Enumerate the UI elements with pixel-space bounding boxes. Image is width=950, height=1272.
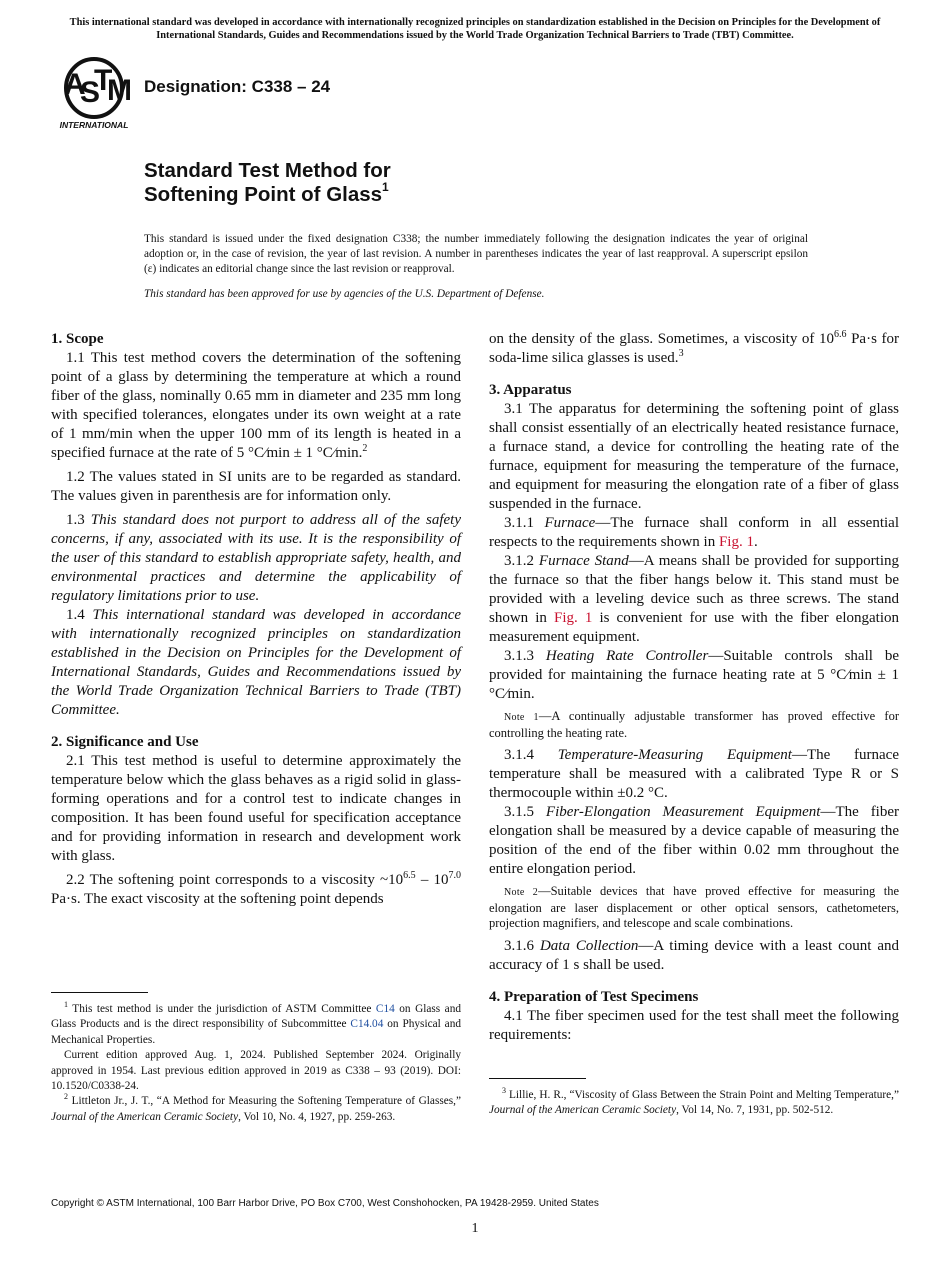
para-1-2: 1.2 The values stated in SI units are to be regarded as standard. The values given in parenthesis are for information only. [51,469,461,504]
copyright: Copyright © ASTM International, 100 Barr Harbor Drive, PO Box C700, West Conshohocken, PA 19428-2959. United States [51,1198,599,1209]
page-title: Standard Test Method for Softening Point of Glass$^1$ [144,159,391,206]
standard-notice [144,232,808,302]
para-4-1: 4.1 The fiber specimen used for the test shall meet the following requirements: [489,1007,899,1043]
para-3-1-4: 3.1.4 Temperature-Measuring Equipment—The furnace temperature shall be measured with a calibrated Type R or S thermocouple within ±0.2 °C. [489,747,899,802]
section-heading-preparation: 4. Preparation of Test Specimens [489,988,699,1005]
footnotes-left [51,992,461,1125]
para-3-1: 3.1 The apparatus for determining the softening point of glass shall consist essentially of an electrically heated resistance furnace, a furnace stand, a device for controlling the heating rate of the furnace, equipment for measuring the temperature of the furnace, and equipment for measuring the elongation rate of a fiber of glass suspended in the furnace. [489,401,899,512]
note-1: Note 1—A continually adjustable transformer has proved effective for controlling the heating rate. [489,709,899,740]
para-3-1-1: 3.1.1 Furnace—The furnace shall conform in all essential respects to the requirements shown in Fig. 1. [489,515,900,550]
para-1-3: 1.3 This standard does not purport to address all of the safety concerns, if any, associated with its use. It is the responsibility of the user of this standard to establish appropriate safety, health, and environmental practices and determine the applicability of regulatory limitations prior to use. [51,512,461,604]
dod-approval: This standard has been approved for use by agencies of the U.S. Department of Defense. [144,288,545,300]
logo-wordmark: INTERNATIONAL [59,120,129,130]
tbt-banner: This international standard was developed in accordance with internationally recognized principles on standardization established in the Decision on Principles for the Development of International Standards, Guides and Recommendations issued by the World Trade Organization Technical Barriers to Trade (TBT) Committee. [69,17,881,41]
note-2: Note 2—Suitable devices that have proved effective for measuring the elongation are laser displacement or other optical sensors, cathetometers, projection magnifiers, and telescope and scale combinations. [489,884,899,931]
footnote-3: $^3$ Lillie, H. R., “Viscosity of Glass Between the Strain Point and Melting Temperature,” Journal of the American Ceramic Society, Vol 14, No. 7, 1931, pp. 502-512. [489,1086,899,1117]
fig-1-link[interactable]: Fig. 1 [554,610,593,626]
svg-text:A: A [64,68,86,101]
fig-1-link[interactable]: Fig. 1 [718,534,754,550]
para-3-1-6: 3.1.6 Data Collection—A timing device with a least count and accuracy of 1 s shall be used. [489,937,899,973]
para-2-2-end: on the density of the glass. Sometimes, a viscosity of $10^{6.6}$ Pa·s for soda-lime silica glasses is used.$^3$ [489,329,899,366]
para-2-2-start: 2.2 The softening point corresponds to a viscosity $\sim 10^{6.5} - 10^{7.0}$ Pa·s. The exact viscosity at the softening point depends [51,870,461,907]
para-1-4: 1.4 This international standard was developed in accordance with internationally recognized principles on standardization established in the Decision on Principles for the Development of International Standards, Guides and Recommendations issued by the World Trade Organization Technical Barriers to Trade (TBT) Committee. [51,607,462,718]
page-number: 1 [471,1221,479,1236]
designation: Designation: C338 – 24 [144,77,331,96]
section-heading-scope: 1. Scope [51,331,104,347]
footnote-2: $^2$ Littleton Jr., J. T., “A Method for Measuring the Softening Temperature of Glasses,” Journal of the American Ceramic Society, Vol 10, No. 4, 1927, pp. 259-263. [51,1092,461,1123]
para-3-1-5: 3.1.5 Fiber-Elongation Measurement Equipment—The fiber elongation shall be measured by a device capable of measuring the position of the end of the fiber within 0.02 mm throughout the entire elongation period. [489,804,900,878]
para-3-1-3: 3.1.3 Heating Rate Controller—Suitable controls shall be provided for maintaining the furnace heating rate at 5 °C⁄min ± 1 °C⁄min. [489,648,899,702]
footnote-1-edition: Current edition approved Aug. 1, 2024. Published September 2024. Originally approved in 1954. Last previous edition approved in 2019 as C338 – 93 (2019). DOI: 10.1520/C0338-24. [51,1049,461,1093]
section-heading-apparatus: 3. Apparatus [489,382,572,398]
footnotes-right [489,1078,899,1119]
para-2-1: 2.1 This test method is useful to determine approximately the temperature below which the glass behaves as a rigid solid in glass-forming operations and for a control test to indicate changes in composition. It has been found useful for specification acceptance and for providing information in research and development work with glass. [51,753,461,864]
astm-logo [52,56,136,132]
left-column [51,330,461,909]
link-c14-04[interactable]: C14.04 [350,1018,384,1031]
issue-notice: This standard is issued under the fixed designation C338; the number immediately following the designation indicates the year of original adoption or, in the case of revision, the year of last revision. A number in parentheses indicates the year of last reapproval. A superscript epsilon (ε) indicates an editorial change since the last revision or reapproval. [144,233,808,275]
para-3-1-2: 3.1.2 Furnace Stand—A means shall be provided for supporting the furnace so that the fiber hangs below it. This stand must be provided with a leveling device such as three screws. The stand shown in Fig. 1 is convenient for use with the fiber elongation measurement equipment. [489,553,900,645]
footnote-1: $^1$ This test method is under the jurisdiction of ASTM Committee C14 on Glass and Glass Products and is the direct responsibility of Subcommittee C14.04 on Physical and Mechanical Properties. [51,1000,461,1046]
svg-text:M: M [107,74,132,107]
svg-text:T: T [94,64,113,97]
right-column [489,330,899,1045]
section-heading-significance: 2. Significance and Use [51,734,199,750]
svg-text:S: S [80,76,101,109]
link-c14[interactable]: C14 [375,1003,395,1015]
para-1-1: 1.1 This test method covers the determination of the softening point of a glass by determining the temperature at which a round fiber of the glass, nominally 0.65 mm in diameter and 235 mm long with specified tolerances, elongates under its own weight at a rate of 1 mm/min when the upper 100 mm of its length is heated in a specified furnace at the rate of 5 °C⁄min ± 1 °C⁄min.$^2$ [51,350,461,461]
